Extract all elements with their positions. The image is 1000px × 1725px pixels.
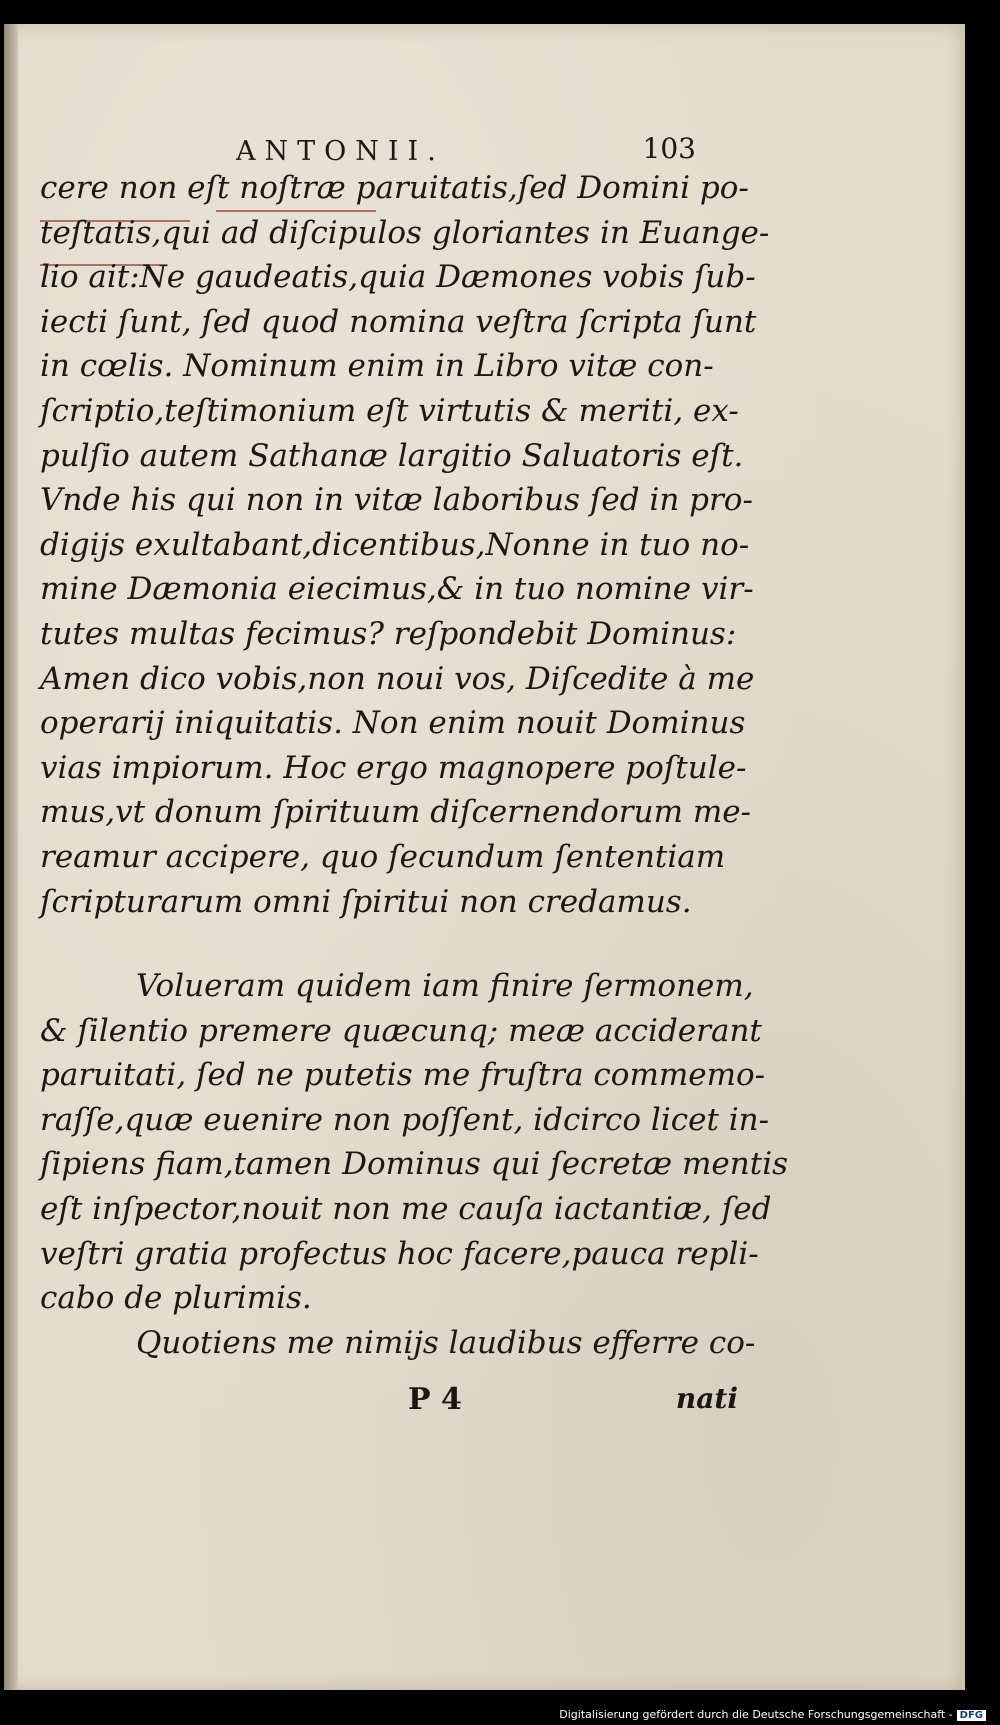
catchword: nati xyxy=(675,1382,738,1415)
body-text xyxy=(40,166,789,1365)
credit-text: Digitalisierung gefördert durch die Deutsche Forschungsgemeinschaft - xyxy=(559,1708,953,1721)
text-line: ſcriptio,teſtimonium eſt virtutis & meriti, ex- xyxy=(40,392,739,429)
text-line: reamur accipere, quo ſecundum ſententiam xyxy=(40,838,726,875)
paragraph-2 xyxy=(40,964,789,1321)
text-line: tutes multas fecimus? reſpondebit Dominus: xyxy=(40,615,737,652)
dfg-logo: DFG xyxy=(957,1710,986,1721)
running-title: ANTONII. xyxy=(236,136,445,167)
text-line: vias impiorum. Hoc ergo magnopere poſtule- xyxy=(40,749,747,786)
digitization-credit xyxy=(559,1708,986,1721)
text-line: & ſilentio premere quæcunq; meæ acciderant xyxy=(40,1012,762,1049)
text-line: pulſio autem Sathanæ largitio Saluatoris eſt. xyxy=(40,437,744,474)
paragraph-1 xyxy=(40,166,770,924)
signature-mark: P 4 xyxy=(408,1382,462,1417)
text-line: Quotiens me nimijs laudibus efferre co- xyxy=(136,1324,756,1361)
text-line: lio ait:Ne gaudeatis,quia Dæmones vobis ſub- xyxy=(40,259,756,296)
text-line: cabo de plurimis. xyxy=(40,1280,312,1317)
text-line: mus,vt donum ſpirituum diſcernendorum me- xyxy=(40,794,752,831)
text-line: Volueram quidem iam finire ſermonem, xyxy=(136,968,754,1005)
text-line: Vnde his qui non in vitæ laboribus ſed in pro- xyxy=(40,482,753,519)
page-gutter xyxy=(4,24,18,1690)
text-line: ſipiens fiam,tamen Dominus qui ſecretæ mentis xyxy=(40,1146,789,1183)
text-line: paruitati, ſed ne putetis me fruſtra commemo- xyxy=(40,1057,766,1094)
text-line: teſtatis,qui ad diſcipulos gloriantes in Euange- xyxy=(40,214,770,251)
page-number: 103 xyxy=(642,132,696,165)
page-footer xyxy=(408,1382,738,1432)
text-line: in cœlis. Nominum enim in Libro vitæ con- xyxy=(40,348,714,385)
text-line: Amen dico vobis,non noui vos, Diſcedite à me xyxy=(40,660,755,697)
text-line: ſcripturarum omni ſpiritui non credamus. xyxy=(40,883,692,920)
text-line: raſſe,quæ euenire non poſſent, idcirco licet in- xyxy=(40,1101,770,1138)
text-line: iecti ſunt, ſed quod nomina veſtra ſcripta ſunt xyxy=(40,303,757,340)
paragraph-3 xyxy=(40,1321,756,1366)
book-page xyxy=(4,24,965,1690)
text-line: mine Dæmonia eiecimus,& in tuo nomine vir- xyxy=(40,571,754,608)
text-line: eſt inſpector,nouit non me cauſa iactantiæ, ſed xyxy=(40,1191,772,1228)
text-line: operarij iniquitatis. Non enim nouit Dominus xyxy=(40,705,746,742)
text-line: digijs exultabant,dicentibus,Nonne in tuo no- xyxy=(40,526,750,563)
text-line: cere non eſt noſtræ paruitatis,ſed Domini po- xyxy=(40,170,749,206)
text-line: veſtri gratia profectus hoc facere,pauca repli- xyxy=(40,1235,759,1272)
